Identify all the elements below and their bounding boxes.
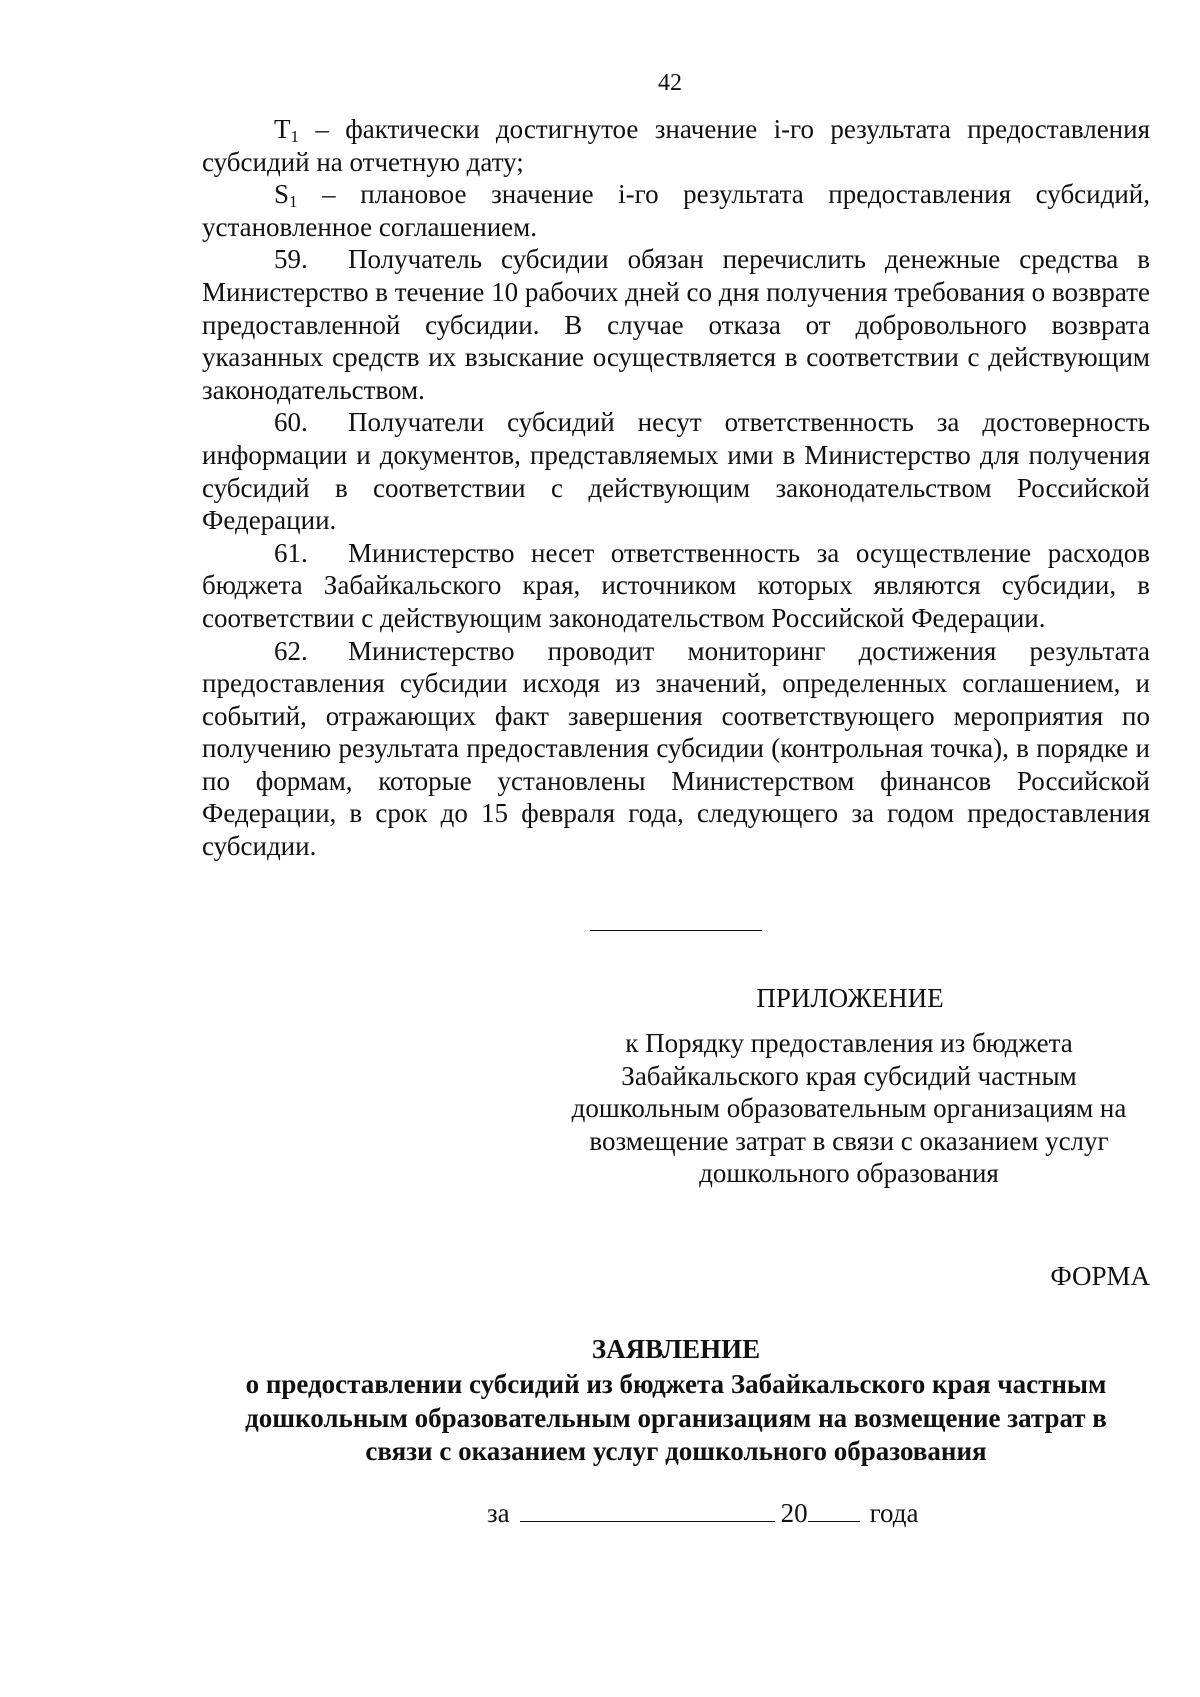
appendix-line: к Порядку предоставления из бюджета	[625, 1028, 1073, 1058]
clause-60	[202, 406, 1150, 536]
formula-subscript: 1	[290, 127, 299, 146]
clause-number: 61.	[274, 537, 308, 568]
formula-description: – фактически достигнутое значение i-го результата предоставления субсидий на отчетную дату;	[202, 114, 1150, 177]
formula-subscript: 1	[289, 192, 298, 212]
clause-number: 60.	[274, 407, 308, 438]
reporting-period-line	[487, 1497, 987, 1529]
period-prefix: за	[487, 1498, 510, 1528]
formula-description: – плановое значение i-го результата предоставления субсидий, установленное соглашением.	[202, 179, 1150, 242]
year-blank-field[interactable]	[808, 1497, 860, 1522]
statement-subtitle-line: о предоставлении субсидий из бюджета Забайкальского края частным	[245, 1369, 1107, 1399]
statement-subtitle-line: связи с оказанием услуг дошкольного образования	[365, 1436, 987, 1466]
clause-text: Получатели субсидий несут ответственность за достоверность информации и документов, представляемых ими в Министерство для получения субсидий в соответствии с действующим законодательством Российской Федерации.	[202, 407, 1150, 536]
appendix-reference	[548, 1027, 1150, 1190]
appendix-line: дошкольным образовательным организациям на	[571, 1093, 1127, 1123]
clause-61	[202, 537, 1150, 635]
formula-symbol: S	[274, 179, 290, 210]
statement-subtitle-line: дошкольным образовательным организациям на возмещение затрат в	[245, 1402, 1107, 1433]
statement-title: ЗАЯВЛЕНИЕ	[591, 1334, 761, 1364]
form-label: ФОРМА	[1050, 1261, 1150, 1291]
clause-59	[202, 243, 1150, 406]
clause-number: 62.	[274, 635, 308, 666]
clause-text: Министерство несет ответственность за осуществление расходов бюджета Забайкальского края, источником которых являются субсидии, в соответствии с действующим законодательством Российской Федерации.	[202, 537, 1150, 633]
clause-text: Министерство проводит мониторинг достижения результата предоставления субсидии исходя из значений, определенных соглашением, и событий, отражающих факт завершения соответствующего мероприятия по получению результата предоставления субсидии (контрольная точка), в порядке и по формам, которые установлены Министерством финансов Российской Федерации, в срок до 15 февраля года, следующего за годом предоставления субсидии.	[202, 635, 1150, 862]
period-blank-field[interactable]	[520, 1497, 775, 1522]
clause-text: Получатель субсидии обязан перечислить денежные средства в Министерство в течение 10 рабочих дней со дня получения требования о возврате предоставленной субсидии. В случае отказа от добровольного возврата указанных средств их взыскание осуществляется в соответствии с действующим законодательством.	[202, 244, 1150, 405]
appendix-line: возмещение затрат в связи с оказанием услуг	[589, 1125, 1109, 1156]
period-suffix: года	[869, 1498, 919, 1528]
appendix-line: дошкольного образования	[699, 1158, 999, 1188]
body-text	[202, 113, 1150, 863]
appendix-line: Забайкальского края субсидий частным	[621, 1060, 1077, 1091]
formula-term-t1	[202, 113, 1150, 178]
clause-62	[202, 635, 1150, 863]
statement-subtitle	[202, 1368, 1150, 1469]
page-number: 42	[658, 70, 682, 96]
formula-symbol: T	[274, 114, 291, 144]
clause-number: 59.	[274, 244, 308, 275]
formula-term-s1	[202, 178, 1150, 243]
year-prefix: 20	[780, 1498, 808, 1528]
appendix-title: ПРИЛОЖЕНИЕ	[756, 983, 944, 1013]
section-separator	[590, 930, 762, 931]
